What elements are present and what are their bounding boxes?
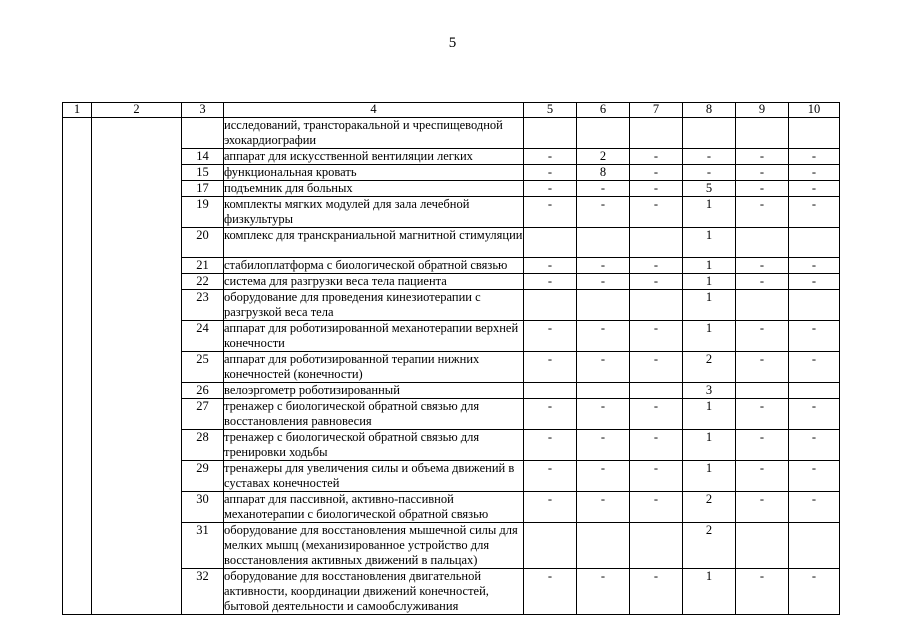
value-cell-col6: - (577, 321, 630, 352)
equipment-name: стабилоплатформа с биологической обратной связью (224, 258, 524, 274)
row-number: 27 (182, 399, 224, 430)
equipment-name: комплекс для транскраниальной магнитной стимуляции (224, 228, 524, 258)
value-cell-col9: - (736, 352, 789, 383)
cell-col2 (92, 118, 182, 615)
value-cell-col10 (789, 523, 840, 569)
equipment-name: исследований, трансторакальной и чреспищеводной эхокардиографии (224, 118, 524, 149)
value-cell-col8 (683, 118, 736, 149)
value-cell-col7: - (630, 430, 683, 461)
value-cell-col6 (577, 290, 630, 321)
value-cell-col6: 2 (577, 149, 630, 165)
equipment-name: аппарат для роботизированной терапии нижних конечностей (конечности) (224, 352, 524, 383)
value-cell-col7 (630, 118, 683, 149)
value-cell-col9: - (736, 321, 789, 352)
value-cell-col10: - (789, 352, 840, 383)
row-number: 20 (182, 228, 224, 258)
value-cell-col6: - (577, 399, 630, 430)
row-number: 30 (182, 492, 224, 523)
value-cell-col5: - (524, 569, 577, 615)
column-header: 9 (736, 103, 789, 118)
value-cell-col10: - (789, 399, 840, 430)
value-cell-col6: 8 (577, 165, 630, 181)
value-cell-col10: - (789, 165, 840, 181)
column-header: 7 (630, 103, 683, 118)
value-cell-col10: - (789, 430, 840, 461)
column-header: 4 (224, 103, 524, 118)
value-cell-col6 (577, 523, 630, 569)
value-cell-col9: - (736, 569, 789, 615)
value-cell-col8: 1 (683, 569, 736, 615)
value-cell-col6: - (577, 430, 630, 461)
value-cell-col5 (524, 383, 577, 399)
value-cell-col9: - (736, 274, 789, 290)
row-number (182, 118, 224, 149)
equipment-name: оборудование для восстановления двигательной активности, координации движений конечностей, бытовой деятельности и самообслуживания (224, 569, 524, 615)
value-cell-col8: - (683, 149, 736, 165)
value-cell-col6: - (577, 274, 630, 290)
table-row (63, 118, 840, 149)
row-number: 22 (182, 274, 224, 290)
column-header: 2 (92, 103, 182, 118)
row-number: 17 (182, 181, 224, 197)
column-header: 10 (789, 103, 840, 118)
value-cell-col7: - (630, 274, 683, 290)
value-cell-col8: 1 (683, 197, 736, 228)
value-cell-col6: - (577, 461, 630, 492)
row-number: 14 (182, 149, 224, 165)
value-cell-col6 (577, 383, 630, 399)
row-number: 21 (182, 258, 224, 274)
column-header: 3 (182, 103, 224, 118)
value-cell-col6 (577, 228, 630, 258)
value-cell-col10: - (789, 197, 840, 228)
value-cell-col5 (524, 523, 577, 569)
value-cell-col9: - (736, 399, 789, 430)
equipment-name: система для разгрузки веса тела пациента (224, 274, 524, 290)
equipment-name: аппарат для роботизированной механотерапии верхней конечности (224, 321, 524, 352)
value-cell-col6 (577, 118, 630, 149)
value-cell-col8: - (683, 165, 736, 181)
value-cell-col6: - (577, 258, 630, 274)
value-cell-col8: 1 (683, 228, 736, 258)
value-cell-col8: 1 (683, 430, 736, 461)
value-cell-col10: - (789, 569, 840, 615)
value-cell-col5: - (524, 399, 577, 430)
value-cell-col5 (524, 290, 577, 321)
value-cell-col10 (789, 228, 840, 258)
row-number: 25 (182, 352, 224, 383)
value-cell-col8: 1 (683, 399, 736, 430)
value-cell-col5: - (524, 352, 577, 383)
value-cell-col8: 3 (683, 383, 736, 399)
row-number: 23 (182, 290, 224, 321)
value-cell-col7: - (630, 399, 683, 430)
page-number: 5 (448, 35, 457, 51)
value-cell-col8: 1 (683, 258, 736, 274)
row-number: 29 (182, 461, 224, 492)
value-cell-col8: 2 (683, 352, 736, 383)
value-cell-col6: - (577, 352, 630, 383)
value-cell-col7 (630, 523, 683, 569)
row-number: 19 (182, 197, 224, 228)
column-header: 1 (63, 103, 92, 118)
value-cell-col8: 2 (683, 492, 736, 523)
cell-col1 (63, 118, 92, 615)
equipment-name: тренажер с биологической обратной связью для восстановления равновесия (224, 399, 524, 430)
value-cell-col6: - (577, 492, 630, 523)
equipment-name: аппарат для пассивной, активно-пассивной механотерапии с биологической обратной связью (224, 492, 524, 523)
value-cell-col9: - (736, 430, 789, 461)
value-cell-col9: - (736, 258, 789, 274)
value-cell-col7: - (630, 149, 683, 165)
equipment-name: подъемник для больных (224, 181, 524, 197)
value-cell-col10: - (789, 492, 840, 523)
value-cell-col10 (789, 383, 840, 399)
value-cell-col9: - (736, 197, 789, 228)
value-cell-col7: - (630, 492, 683, 523)
value-cell-col9: - (736, 461, 789, 492)
value-cell-col8: 1 (683, 274, 736, 290)
value-cell-col5: - (524, 274, 577, 290)
value-cell-col7: - (630, 165, 683, 181)
value-cell-col7: - (630, 258, 683, 274)
value-cell-col7: - (630, 181, 683, 197)
value-cell-col9 (736, 383, 789, 399)
column-header: 8 (683, 103, 736, 118)
value-cell-col7: - (630, 352, 683, 383)
value-cell-col8: 1 (683, 321, 736, 352)
value-cell-col5: - (524, 165, 577, 181)
value-cell-col9 (736, 290, 789, 321)
row-number: 31 (182, 523, 224, 569)
value-cell-col9 (736, 118, 789, 149)
value-cell-col6: - (577, 569, 630, 615)
header-row (63, 103, 840, 118)
value-cell-col6: - (577, 197, 630, 228)
equipment-table (62, 102, 840, 615)
row-number: 24 (182, 321, 224, 352)
value-cell-col5 (524, 228, 577, 258)
column-header: 5 (524, 103, 577, 118)
value-cell-col8: 2 (683, 523, 736, 569)
value-cell-col10: - (789, 274, 840, 290)
equipment-name: тренажеры для увеличения силы и объема движений в суставах конечностей (224, 461, 524, 492)
value-cell-col8: 5 (683, 181, 736, 197)
value-cell-col5: - (524, 181, 577, 197)
equipment-name: велоэргометр роботизированный (224, 383, 524, 399)
value-cell-col5 (524, 118, 577, 149)
value-cell-col10: - (789, 149, 840, 165)
value-cell-col8: 1 (683, 290, 736, 321)
value-cell-col9: - (736, 492, 789, 523)
column-header: 6 (577, 103, 630, 118)
value-cell-col5: - (524, 461, 577, 492)
value-cell-col5: - (524, 197, 577, 228)
value-cell-col7: - (630, 197, 683, 228)
equipment-name: комплекты мягких модулей для зала лечебной физкультуры (224, 197, 524, 228)
equipment-name: оборудование для восстановления мышечной силы для мелких мышц (механизированное устройство для восстановления активных движений в пальцах) (224, 523, 524, 569)
value-cell-col10: - (789, 321, 840, 352)
value-cell-col8: 1 (683, 461, 736, 492)
value-cell-col7: - (630, 321, 683, 352)
value-cell-col10 (789, 290, 840, 321)
value-cell-col10: - (789, 258, 840, 274)
row-number: 28 (182, 430, 224, 461)
value-cell-col5: - (524, 492, 577, 523)
value-cell-col7 (630, 228, 683, 258)
value-cell-col5: - (524, 258, 577, 274)
equipment-name: оборудование для проведения кинезиотерапии с разгрузкой веса тела (224, 290, 524, 321)
value-cell-col9: - (736, 181, 789, 197)
equipment-name: тренажер с биологической обратной связью для тренировки ходьбы (224, 430, 524, 461)
equipment-name: аппарат для искусственной вентиляции легких (224, 149, 524, 165)
value-cell-col9 (736, 228, 789, 258)
row-number: 15 (182, 165, 224, 181)
value-cell-col9 (736, 523, 789, 569)
value-cell-col7: - (630, 461, 683, 492)
value-cell-col9: - (736, 165, 789, 181)
equipment-name: функциональная кровать (224, 165, 524, 181)
row-number: 26 (182, 383, 224, 399)
value-cell-col7: - (630, 569, 683, 615)
value-cell-col7 (630, 383, 683, 399)
value-cell-col5: - (524, 321, 577, 352)
value-cell-col6: - (577, 181, 630, 197)
value-cell-col5: - (524, 430, 577, 461)
row-number: 32 (182, 569, 224, 615)
value-cell-col10 (789, 118, 840, 149)
value-cell-col9: - (736, 149, 789, 165)
value-cell-col10: - (789, 461, 840, 492)
value-cell-col5: - (524, 149, 577, 165)
value-cell-col7 (630, 290, 683, 321)
value-cell-col10: - (789, 181, 840, 197)
